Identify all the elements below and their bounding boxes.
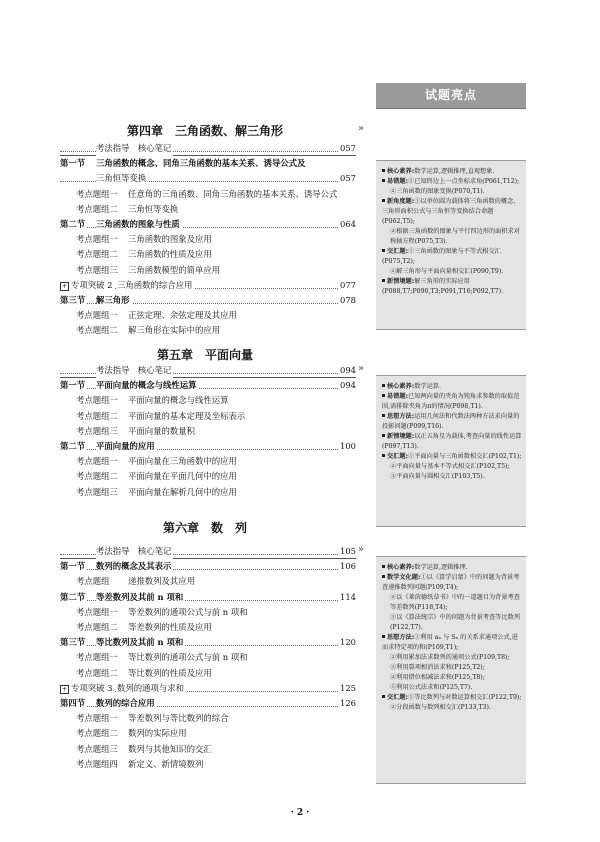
- toc-section[interactable]: [60, 293, 356, 308]
- highlight-item: [382, 392, 522, 412]
- entry-text: 平面向量的数量积: [128, 424, 197, 439]
- entry-text: 平面向量的基本定理及坐标表示: [128, 409, 247, 424]
- page-ref: 120: [338, 635, 356, 650]
- entry-text: 三角函数的图象及应用: [128, 232, 214, 247]
- highlight-heading: 交汇题:: [387, 694, 409, 701]
- toc-subentry[interactable]: [60, 202, 356, 217]
- entry-label: 考点题组一: [76, 711, 120, 726]
- entry-text: 数列的概念及其表示: [96, 559, 173, 574]
- entry-label: 考点题组二: [76, 409, 120, 424]
- entry-label: 考点题组一: [76, 308, 120, 323]
- toc-entry[interactable]: [60, 141, 356, 156]
- box-icon: +: [61, 685, 68, 693]
- highlight-item: [382, 197, 522, 227]
- highlight-text: 运用几何法和代数法两种方法求向量的投影问题(P099,T16).: [382, 413, 520, 430]
- bullet-icon: [382, 199, 385, 202]
- highlight-item: [382, 693, 522, 703]
- toc-subentry[interactable]: [60, 469, 356, 484]
- highlight-text: ②利用累加法求数列的通项公式(P109,T8);: [390, 654, 510, 661]
- entry-label: 考点题组一: [76, 187, 120, 202]
- highlight-item: [382, 633, 522, 653]
- entry-label: 第一节: [60, 378, 87, 393]
- highlight-item: [382, 167, 522, 177]
- chevron-right-icon: »: [358, 123, 365, 134]
- entry-label: 考点题组三: [76, 485, 120, 500]
- entry-text: 平面向量在平面几何中的应用: [128, 469, 239, 484]
- toc-subentry[interactable]: [60, 605, 356, 620]
- bullet-icon: [382, 695, 385, 698]
- entry-label: 考点题组二: [76, 202, 120, 217]
- bullet-icon: [382, 434, 385, 437]
- toc-subentry[interactable]: [60, 485, 356, 500]
- toc-subentry[interactable]: [60, 308, 356, 323]
- highlight-text: ①以单位圆为载体将三角函数的概念、三角形面积公式与三角恒等变换结合命题(P062,T5);: [382, 198, 520, 225]
- entry-text: 平面向量在解析几何中的应用: [128, 485, 239, 500]
- highlights-panel: [376, 556, 526, 784]
- entry-text: 三角恒等变换: [128, 202, 180, 217]
- entry-text: 任意角的三角函数、同角三角函数的基本关系、诱导公式: [128, 187, 339, 202]
- highlight-text: ②分段函数与数列相交汇(P133,T3).: [390, 704, 491, 711]
- toc-entry[interactable]: [60, 171, 356, 186]
- highlight-item: [382, 227, 522, 247]
- entry-text: 三角函数模型的简单应用: [128, 263, 222, 278]
- entry-text: 数列的通项与求和: [117, 681, 186, 696]
- highlight-item: [382, 412, 522, 432]
- entry-text: 正弦定理、余弦定理及其应用: [128, 308, 239, 323]
- entry-label: 第一节: [60, 559, 87, 574]
- entry-text: 数列的实际应用: [128, 726, 189, 741]
- highlight-text: ①三角函数的图象与不等式相交汇(P075,T2);: [382, 248, 501, 265]
- highlight-item: [382, 452, 522, 462]
- bullet-icon: [382, 384, 385, 387]
- highlight-item: [382, 593, 522, 613]
- highlight-text: ①等比数列与对数运算相交汇(P122,T9);: [408, 694, 522, 701]
- bullet-icon: [382, 169, 385, 172]
- highlight-heading: 核心素养:: [387, 383, 415, 390]
- toc-subentry[interactable]: [60, 247, 356, 262]
- toc-subentry[interactable]: [60, 409, 356, 424]
- highlight-item: [382, 432, 522, 452]
- toc-entry[interactable]: [60, 681, 356, 696]
- highlight-text: 数学运算,逻辑推理.: [414, 564, 468, 571]
- page-ref: 114: [338, 590, 356, 605]
- toc-subentry[interactable]: [60, 620, 356, 635]
- highlight-item: [382, 673, 522, 683]
- toc-subentry[interactable]: [60, 232, 356, 247]
- special-topic-text: 专项突破 2: [71, 279, 113, 290]
- chapter-title: 第五章 平面向量: [156, 348, 253, 362]
- highlight-item: [382, 472, 522, 482]
- entry-text: 等差数列与等比数列的综合: [128, 711, 231, 726]
- page-ref: 100: [338, 439, 356, 454]
- highlight-item: [382, 277, 522, 297]
- highlight-text: 以正五角星为载体,考查向量的线性运算(P097,T13).: [382, 433, 522, 450]
- highlight-item: [382, 683, 522, 693]
- entry-label: 考点题组: [76, 574, 112, 589]
- highlight-text: ②解三角形与平面向量相交汇(P090,T9).: [390, 268, 504, 275]
- toc-subentry[interactable]: [60, 650, 356, 665]
- toc-section[interactable]: [60, 439, 356, 454]
- entry-text: 三角函数的性质及应用: [128, 247, 214, 262]
- entry-label: 第二节: [60, 590, 87, 605]
- page-ref: 064: [338, 217, 356, 232]
- page-ref: 077: [338, 278, 356, 293]
- highlight-text: ②三角函数的图象变换(P070,T1).: [390, 188, 485, 195]
- highlight-item: [382, 563, 522, 573]
- highlight-heading: 新情境题:: [387, 278, 415, 285]
- entry-text: 三角函数的概念、同角三角函数的基本关系、诱导公式及: [96, 156, 307, 171]
- highlight-item: [382, 613, 522, 633]
- page-ref: 106: [338, 559, 356, 574]
- highlight-heading: 核心素养:: [387, 168, 415, 175]
- toc-subentry[interactable]: [60, 263, 356, 278]
- bullet-icon: [382, 394, 385, 397]
- highlight-text: ③利用裂项相消法求和(P125,T2);: [390, 664, 485, 671]
- highlights-panel: [376, 375, 526, 527]
- entry-label: 第二节: [60, 439, 87, 454]
- bullet-icon: [382, 575, 385, 578]
- entry-label: 第三节: [60, 293, 87, 308]
- toc-subentry[interactable]: [60, 574, 356, 589]
- highlight-item: [382, 703, 522, 713]
- highlight-item: [382, 177, 522, 187]
- entry-text: 三角恒等变换: [96, 171, 148, 186]
- toc-section[interactable]: [60, 378, 356, 393]
- highlight-text: ①平面向量与三角函数相交汇(P102,T1);: [408, 453, 522, 460]
- entry-label: 第三节: [60, 635, 87, 650]
- entry-text: 考法指导 核心笔记: [96, 544, 173, 559]
- highlight-heading: 数学文化题:: [387, 574, 421, 581]
- toc-section[interactable]: [60, 217, 356, 232]
- entry-text: 三角函数的图象与性质: [96, 217, 182, 232]
- highlight-text: ⑤利用公式法求和(P125,T7).: [390, 684, 473, 691]
- page-ref: 057: [338, 141, 356, 156]
- toc-entry[interactable]: [60, 544, 356, 559]
- highlight-heading: 易错题:: [387, 393, 409, 400]
- entry-label: 考点题组二: [76, 247, 120, 262]
- highlight-text: 数学运算,逻辑推理,直观想象.: [414, 168, 495, 175]
- entry-label: 考点题组二: [76, 323, 120, 338]
- page-ref: 126: [338, 696, 356, 711]
- chapter-title: 第六章 数 列: [162, 521, 247, 535]
- bullet-icon: [382, 249, 385, 252]
- toc-section[interactable]: [60, 156, 356, 171]
- entry-text: 递推数列及其应用: [128, 574, 197, 589]
- highlight-heading: 新角度题:: [387, 198, 415, 205]
- page-ref: 094: [338, 378, 356, 393]
- entry-label: 第二节: [60, 217, 87, 232]
- entry-text: 解三角形: [96, 293, 132, 308]
- toc-section[interactable]: [60, 635, 356, 650]
- entry-label: 考点题组一: [76, 605, 120, 620]
- entry-text: 平面向量在三角函数中的应用: [128, 454, 239, 469]
- page-ref: 078: [338, 293, 356, 308]
- toc-subentry[interactable]: [60, 726, 356, 741]
- highlight-text: ②以《莱茵德纸草书》中的一道题目为背景考查等差数列(P118,T4);: [390, 594, 520, 611]
- highlight-item: [382, 267, 522, 277]
- toc-section[interactable]: [60, 559, 356, 574]
- highlight-item: [382, 462, 522, 472]
- entry-label: 第四节: [60, 696, 87, 711]
- highlight-heading: 思想方法:: [387, 634, 415, 641]
- highlight-heading: 思想方法:: [387, 413, 415, 420]
- entry-label: 考点题组二: [76, 666, 120, 681]
- toc-subentry[interactable]: [60, 323, 356, 338]
- highlight-heading: 交汇题:: [387, 453, 409, 460]
- toc-subentry[interactable]: [60, 393, 356, 408]
- entry-text: 平面向量的应用: [96, 439, 157, 454]
- highlight-text: ②根据三角函数的图象与平行四边形的面积求对称轴方程(P075,T3).: [390, 228, 520, 245]
- entry-text: 等差数列的通项公式与前 n 项和: [128, 605, 250, 620]
- page-ref: 105: [338, 544, 356, 559]
- entry-text: 考法指导 核心笔记: [96, 141, 173, 156]
- bullet-icon: [382, 454, 385, 457]
- page-number: · 2 ·: [290, 808, 310, 818]
- page-ref: 057: [338, 171, 356, 186]
- highlight-text: ③平面向量与圆相交汇(P103,T5).: [390, 473, 485, 480]
- entry-text: 新定义、新情境数列: [128, 757, 205, 772]
- toc-section[interactable]: [60, 696, 356, 711]
- entry-text: 等比数列及其前 n 项和: [96, 635, 185, 650]
- entry-label: 考点题组一: [76, 393, 120, 408]
- header-underline: [376, 108, 526, 109]
- special-topic-label: [60, 278, 115, 293]
- toc-subentry[interactable]: [60, 666, 356, 681]
- entry-label: 考点题组四: [76, 757, 120, 772]
- toc-subentry[interactable]: [60, 757, 356, 772]
- highlight-item: [382, 247, 522, 267]
- entry-label: 考点题组三: [76, 424, 120, 439]
- highlights-header: 试题亮点: [376, 83, 526, 108]
- highlight-heading: 交汇题:: [387, 248, 409, 255]
- entry-text: 平面向量的概念与线性运算: [128, 393, 231, 408]
- chapter-title: 第四章 三角函数、解三角形: [126, 124, 283, 138]
- bullet-icon: [382, 414, 385, 417]
- box-icon: +: [61, 282, 68, 290]
- entry-label: 考点题组一: [76, 650, 120, 665]
- highlight-text: 已知两向量的夹角为钝角求参数的取值范围,需排除夹角为π的情况(P098,T1).: [382, 393, 520, 410]
- highlight-text: 解三角形的实际应用(P088,T7;P090,T3;P091,T16;P092,T7).: [382, 278, 504, 295]
- entry-text: 数列的综合应用: [96, 696, 157, 711]
- entry-label: 考点题组二: [76, 469, 120, 484]
- highlight-text: ②平面向量与基本不等式相交汇(P102,T5);: [390, 463, 510, 470]
- chevron-right-icon: »: [358, 363, 365, 374]
- entry-label: 第一节: [60, 156, 87, 171]
- toc-subentry[interactable]: [60, 711, 356, 726]
- highlights-panel: [376, 160, 526, 330]
- toc-subentry[interactable]: [60, 187, 356, 202]
- highlight-text: ④利用错位相减法求和(P125,T8);: [390, 674, 485, 681]
- highlight-heading: 易错题:: [387, 178, 409, 185]
- bullet-icon: [382, 279, 385, 282]
- bullet-icon: [382, 179, 385, 182]
- special-topic-label: [60, 681, 115, 696]
- entry-text: 解三角形在实际中的应用: [128, 323, 222, 338]
- entry-text: 数列与其他知识的交汇: [128, 742, 214, 757]
- entry-text: 等差数列的性质及应用: [128, 620, 214, 635]
- entry-text: 考法指导 核心笔记: [96, 363, 173, 378]
- entry-label: 考点题组三: [76, 742, 120, 757]
- entry-text: 等比数列的性质及应用: [128, 666, 214, 681]
- highlight-text: ③以《算法统宗》中的问题为背景考查等比数列(P122,T7).: [390, 614, 520, 631]
- entry-text: 等比数列的通项公式与前 n 项和: [128, 650, 250, 665]
- highlight-heading: 核心素养:: [387, 564, 415, 571]
- toc-section[interactable]: [60, 590, 356, 605]
- toc-entry[interactable]: [60, 278, 356, 293]
- highlight-item: [382, 187, 522, 197]
- highlight-text: ①利用 aₙ 与 Sₙ 的关系求通项公式,进而求特定项的和(P109,T1);: [382, 634, 518, 651]
- bullet-icon: [382, 635, 385, 638]
- special-topic-text: 专项突破 3: [71, 682, 113, 693]
- highlight-item: [382, 653, 522, 663]
- highlight-item: [382, 382, 522, 392]
- toc-entry[interactable]: [60, 363, 356, 378]
- bullet-icon: [382, 565, 385, 568]
- toc-subentry[interactable]: [60, 742, 356, 757]
- highlight-heading: 新情境题:: [387, 433, 415, 440]
- highlight-item: [382, 663, 522, 673]
- highlight-text: ①已知终边上一点坐标求角(P061,T12);: [408, 178, 520, 185]
- entry-text: 平面向量的概念与线性运算: [96, 378, 199, 393]
- entry-label: 考点题组三: [76, 263, 120, 278]
- page-ref: 094: [338, 363, 356, 378]
- highlight-text: 数学运算.: [414, 383, 441, 390]
- entry-label: 考点题组二: [76, 620, 120, 635]
- highlight-text: ①以《算学启蒙》中的问题为背景考查递推数列问题(P109,T4);: [382, 574, 520, 591]
- toc-subentry[interactable]: [60, 454, 356, 469]
- entry-text: 三角函数的综合应用: [117, 278, 194, 293]
- entry-text: 等差数列及其前 n 项和: [96, 590, 185, 605]
- entry-label: 考点题组二: [76, 726, 120, 741]
- toc-subentry[interactable]: [60, 424, 356, 439]
- chevron-right-icon: »: [358, 544, 365, 555]
- entry-label: 考点题组一: [76, 454, 120, 469]
- entry-label: 考点题组一: [76, 232, 120, 247]
- highlight-item: [382, 573, 522, 593]
- page-ref: 125: [338, 681, 356, 696]
